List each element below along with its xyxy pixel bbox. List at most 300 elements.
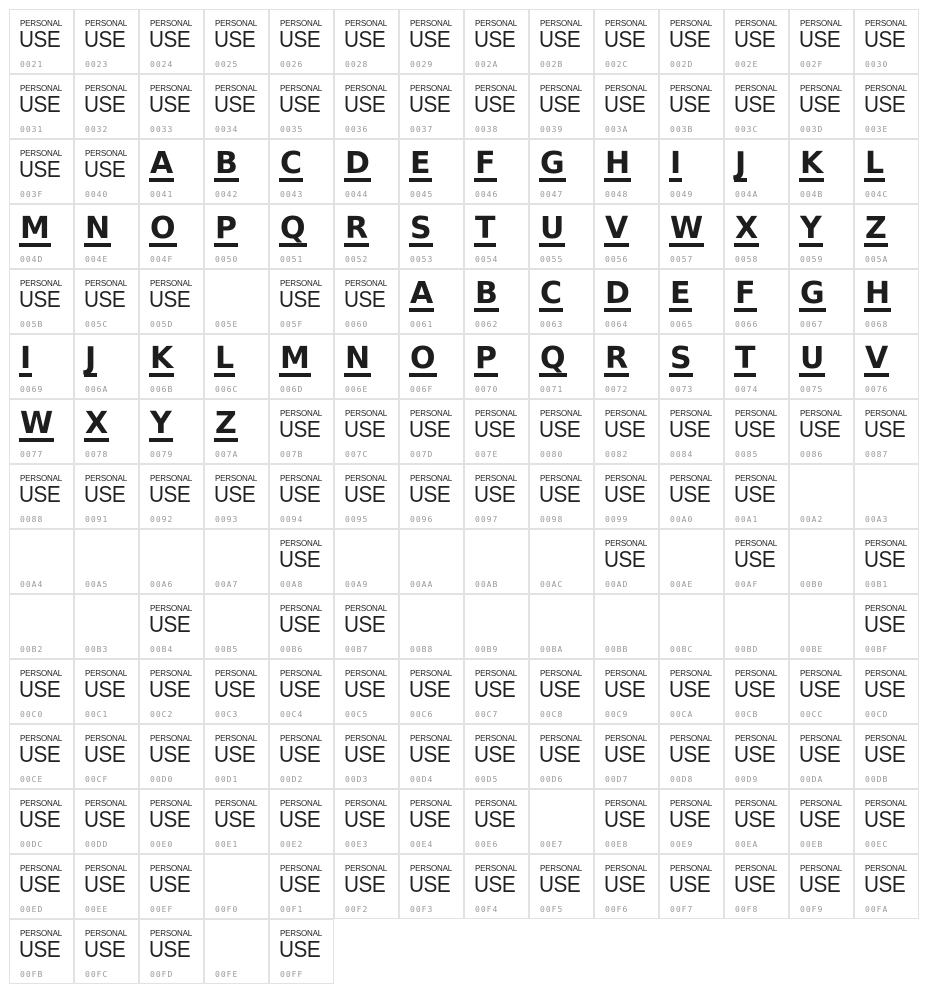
glyph-cell[interactable]	[594, 659, 659, 724]
glyph-cell[interactable]	[74, 919, 139, 984]
glyph-cell[interactable]	[334, 594, 399, 659]
glyph-cell[interactable]	[854, 139, 919, 204]
use-label: USE	[734, 546, 776, 572]
glyph-cell[interactable]	[594, 529, 659, 594]
glyph-cell[interactable]	[529, 659, 594, 724]
glyph-code: 0054	[475, 255, 499, 264]
glyph-cell[interactable]	[334, 74, 399, 139]
glyph-preview: U	[540, 211, 565, 246]
glyph-cell[interactable]	[789, 594, 854, 659]
glyph-cell[interactable]	[74, 789, 139, 854]
glyph-code: 00D1	[215, 775, 239, 784]
glyph-cell[interactable]	[334, 724, 399, 789]
glyph-cell[interactable]	[659, 204, 724, 269]
glyph-cell[interactable]	[789, 74, 854, 139]
glyph-cell[interactable]	[9, 9, 74, 74]
personal-use-label: PERSONAL	[735, 19, 777, 28]
glyph-cell[interactable]	[464, 724, 529, 789]
glyph-cell[interactable]	[139, 464, 204, 529]
glyph-cell[interactable]	[594, 139, 659, 204]
glyph-cell[interactable]	[399, 464, 464, 529]
glyph-cell[interactable]	[659, 594, 724, 659]
glyph-cell[interactable]	[464, 399, 529, 464]
glyph-code: 0091	[85, 515, 109, 524]
glyph-cell[interactable]	[789, 854, 854, 919]
glyph-preview: L	[215, 341, 235, 376]
glyph-cell[interactable]	[854, 594, 919, 659]
glyph-cell[interactable]	[854, 854, 919, 919]
use-label: USE	[279, 286, 321, 312]
glyph-cell[interactable]	[139, 919, 204, 984]
glyph-cell[interactable]	[464, 9, 529, 74]
glyph-cell[interactable]	[594, 789, 659, 854]
glyph-cell[interactable]	[9, 464, 74, 529]
glyph-cell[interactable]	[204, 204, 269, 269]
use-label: USE	[279, 676, 321, 702]
use-label: USE	[19, 481, 61, 507]
glyph-cell[interactable]	[269, 139, 334, 204]
glyph-cell[interactable]	[269, 204, 334, 269]
glyph-cell[interactable]	[74, 74, 139, 139]
glyph-cell[interactable]	[399, 139, 464, 204]
glyph-cell[interactable]	[464, 204, 529, 269]
glyph-cell[interactable]	[9, 334, 74, 399]
personal-use-label: PERSONAL	[280, 539, 322, 548]
glyph-cell[interactable]	[594, 464, 659, 529]
glyph-cell[interactable]	[269, 269, 334, 334]
glyph-code: 0043	[280, 190, 304, 199]
glyph-cell[interactable]	[204, 594, 269, 659]
glyph-cell[interactable]	[724, 334, 789, 399]
glyph-code: 004F	[150, 255, 174, 264]
glyph-code: 006F	[410, 385, 434, 394]
glyph-cell[interactable]	[529, 269, 594, 334]
glyph-cell[interactable]	[854, 464, 919, 529]
glyph-cell[interactable]	[139, 854, 204, 919]
glyph-cell[interactable]	[139, 724, 204, 789]
personal-use-label: PERSONAL	[865, 604, 907, 613]
glyph-cell[interactable]	[464, 854, 529, 919]
personal-use-label: PERSONAL	[410, 84, 452, 93]
glyph-cell[interactable]	[269, 464, 334, 529]
use-label: USE	[799, 741, 841, 767]
glyph-cell[interactable]	[529, 529, 594, 594]
glyph-cell[interactable]	[789, 9, 854, 74]
glyph-cell[interactable]	[334, 334, 399, 399]
glyph-cell[interactable]	[464, 139, 529, 204]
glyph-code: 0032	[85, 125, 109, 134]
glyph-cell[interactable]	[334, 659, 399, 724]
glyph-code: 0074	[735, 385, 759, 394]
glyph-cell[interactable]	[529, 594, 594, 659]
glyph-cell[interactable]	[9, 139, 74, 204]
glyph-cell[interactable]	[74, 334, 139, 399]
glyph-cell[interactable]	[529, 74, 594, 139]
glyph-code: 0065	[670, 320, 694, 329]
glyph-cell[interactable]	[269, 594, 334, 659]
glyph-cell[interactable]	[9, 724, 74, 789]
glyph-cell[interactable]	[269, 919, 334, 984]
use-label: USE	[799, 26, 841, 52]
glyph-code: 0058	[735, 255, 759, 264]
glyph-code: 00AE	[670, 580, 694, 589]
glyph-code: 00E1	[215, 840, 239, 849]
glyph-cell[interactable]	[204, 789, 269, 854]
glyph-code: 006B	[150, 385, 174, 394]
glyph-cell[interactable]	[464, 464, 529, 529]
use-label: USE	[539, 741, 581, 767]
glyph-cell[interactable]	[269, 399, 334, 464]
glyph-code: 0096	[410, 515, 434, 524]
glyph-cell[interactable]	[269, 9, 334, 74]
glyph-cell[interactable]	[139, 269, 204, 334]
glyph-code: 0085	[735, 450, 759, 459]
glyph-code: 0031	[20, 125, 44, 134]
glyph-cell[interactable]	[334, 529, 399, 594]
glyph-cell[interactable]	[204, 464, 269, 529]
use-label: USE	[19, 286, 61, 312]
glyph-cell[interactable]	[74, 529, 139, 594]
glyph-code: 00B1	[865, 580, 889, 589]
glyph-cell[interactable]	[139, 74, 204, 139]
glyph-cell[interactable]	[594, 204, 659, 269]
glyph-cell[interactable]	[854, 9, 919, 74]
glyph-cell[interactable]	[9, 919, 74, 984]
glyph-code: 00BD	[735, 645, 759, 654]
glyph-cell[interactable]	[659, 659, 724, 724]
glyph-cell[interactable]	[529, 399, 594, 464]
glyph-cell[interactable]	[854, 334, 919, 399]
glyph-cell[interactable]	[334, 399, 399, 464]
glyph-preview: O	[410, 341, 436, 376]
glyph-cell[interactable]	[9, 789, 74, 854]
glyph-cell[interactable]	[854, 399, 919, 464]
glyph-cell[interactable]	[399, 789, 464, 854]
use-label: USE	[344, 871, 386, 897]
glyph-cell[interactable]	[74, 204, 139, 269]
glyph-cell[interactable]	[269, 659, 334, 724]
use-label: USE	[604, 741, 646, 767]
glyph-cell[interactable]	[139, 334, 204, 399]
use-label: USE	[734, 741, 776, 767]
use-label: USE	[279, 611, 321, 637]
glyph-cell[interactable]	[529, 724, 594, 789]
glyph-cell[interactable]	[659, 9, 724, 74]
glyph-preview: S	[410, 211, 432, 246]
glyph-cell[interactable]	[529, 9, 594, 74]
glyph-cell[interactable]	[334, 204, 399, 269]
glyph-cell[interactable]	[74, 854, 139, 919]
glyph-code: 00A4	[20, 580, 44, 589]
glyph-cell[interactable]	[724, 724, 789, 789]
use-label: USE	[344, 91, 386, 117]
glyph-code: 00D5	[475, 775, 499, 784]
glyph-preview: F	[735, 276, 756, 311]
glyph-cell[interactable]	[789, 659, 854, 724]
glyph-cell[interactable]	[659, 334, 724, 399]
personal-use-label: PERSONAL	[345, 474, 387, 483]
glyph-cell[interactable]	[464, 659, 529, 724]
glyph-cell[interactable]	[9, 269, 74, 334]
glyph-cell[interactable]	[334, 139, 399, 204]
personal-use-label: PERSONAL	[85, 19, 127, 28]
glyph-cell[interactable]	[139, 594, 204, 659]
glyph-cell[interactable]	[74, 139, 139, 204]
personal-use-label: PERSONAL	[280, 734, 322, 743]
glyph-cell[interactable]	[854, 529, 919, 594]
glyph-code: 0030	[865, 60, 889, 69]
glyph-cell[interactable]	[204, 529, 269, 594]
glyph-code: 00CE	[20, 775, 44, 784]
glyph-cell[interactable]	[659, 529, 724, 594]
glyph-code: 0076	[865, 385, 889, 394]
glyph-cell[interactable]	[399, 204, 464, 269]
glyph-cell[interactable]	[399, 9, 464, 74]
glyph-cell[interactable]	[854, 789, 919, 854]
glyph-cell[interactable]	[724, 854, 789, 919]
glyph-cell[interactable]	[659, 854, 724, 919]
glyph-cell[interactable]	[399, 659, 464, 724]
use-label: USE	[19, 741, 61, 767]
personal-use-label: PERSONAL	[475, 864, 517, 873]
glyph-cell[interactable]	[854, 204, 919, 269]
glyph-grid	[9, 9, 919, 984]
glyph-cell[interactable]	[659, 269, 724, 334]
glyph-cell[interactable]	[594, 74, 659, 139]
personal-use-label: PERSONAL	[345, 84, 387, 93]
glyph-cell[interactable]	[399, 74, 464, 139]
glyph-code: 0084	[670, 450, 694, 459]
glyph-cell[interactable]	[399, 334, 464, 399]
glyph-preview: C	[280, 146, 303, 181]
glyph-cell[interactable]	[9, 399, 74, 464]
glyph-cell[interactable]	[269, 529, 334, 594]
glyph-cell[interactable]	[74, 594, 139, 659]
use-label: USE	[279, 546, 321, 572]
glyph-preview: P	[475, 341, 497, 376]
glyph-cell[interactable]	[789, 789, 854, 854]
glyph-cell[interactable]	[204, 269, 269, 334]
glyph-cell[interactable]	[269, 74, 334, 139]
glyph-cell[interactable]	[529, 789, 594, 854]
glyph-cell[interactable]	[269, 854, 334, 919]
personal-use-label: PERSONAL	[540, 734, 582, 743]
glyph-cell[interactable]	[529, 204, 594, 269]
glyph-cell[interactable]	[789, 399, 854, 464]
glyph-code: 004E	[85, 255, 109, 264]
glyph-cell[interactable]	[789, 464, 854, 529]
glyph-cell[interactable]	[269, 724, 334, 789]
glyph-cell[interactable]	[204, 919, 269, 984]
glyph-cell[interactable]	[789, 139, 854, 204]
glyph-code: 00CD	[865, 710, 889, 719]
glyph-cell[interactable]	[334, 9, 399, 74]
glyph-code: 0079	[150, 450, 174, 459]
glyph-cell[interactable]	[594, 9, 659, 74]
glyph-cell[interactable]	[204, 659, 269, 724]
personal-use-label: PERSONAL	[85, 474, 127, 483]
glyph-cell[interactable]	[594, 594, 659, 659]
glyph-cell[interactable]	[724, 269, 789, 334]
glyph-cell[interactable]	[399, 399, 464, 464]
glyph-cell[interactable]	[724, 9, 789, 74]
glyph-cell[interactable]	[204, 334, 269, 399]
glyph-cell[interactable]	[334, 269, 399, 334]
glyph-preview: R	[345, 211, 369, 246]
use-label: USE	[604, 91, 646, 117]
personal-use-label: PERSONAL	[410, 19, 452, 28]
use-label: USE	[409, 676, 451, 702]
glyph-cell[interactable]	[9, 529, 74, 594]
glyph-cell[interactable]	[724, 74, 789, 139]
glyph-cell[interactable]	[399, 269, 464, 334]
personal-use-label: PERSONAL	[475, 409, 517, 418]
glyph-cell[interactable]	[724, 594, 789, 659]
glyph-cell[interactable]	[204, 854, 269, 919]
glyph-cell[interactable]	[724, 399, 789, 464]
glyph-cell[interactable]	[399, 724, 464, 789]
glyph-cell[interactable]	[74, 724, 139, 789]
glyph-cell[interactable]	[204, 139, 269, 204]
glyph-cell[interactable]	[594, 854, 659, 919]
glyph-cell[interactable]	[594, 334, 659, 399]
glyph-cell[interactable]	[399, 529, 464, 594]
glyph-cell[interactable]	[334, 854, 399, 919]
glyph-preview: A	[150, 146, 174, 181]
glyph-cell[interactable]	[204, 74, 269, 139]
glyph-cell[interactable]	[9, 854, 74, 919]
glyph-code: 0063	[540, 320, 564, 329]
glyph-code: 00E0	[150, 840, 174, 849]
personal-use-label: PERSONAL	[540, 474, 582, 483]
glyph-cell[interactable]	[464, 594, 529, 659]
glyph-cell[interactable]	[464, 529, 529, 594]
glyph-cell[interactable]	[399, 594, 464, 659]
use-label: USE	[734, 26, 776, 52]
glyph-cell[interactable]	[659, 74, 724, 139]
use-label: USE	[409, 806, 451, 832]
glyph-code: 00BB	[605, 645, 629, 654]
glyph-cell[interactable]	[724, 529, 789, 594]
glyph-cell[interactable]	[464, 269, 529, 334]
use-label: USE	[474, 741, 516, 767]
glyph-cell[interactable]	[334, 464, 399, 529]
glyph-cell[interactable]	[659, 464, 724, 529]
glyph-cell[interactable]	[724, 204, 789, 269]
glyph-cell[interactable]	[854, 659, 919, 724]
glyph-cell[interactable]	[139, 659, 204, 724]
glyph-cell[interactable]	[204, 9, 269, 74]
use-label: USE	[864, 91, 906, 117]
glyph-cell[interactable]	[854, 74, 919, 139]
glyph-code: 0071	[540, 385, 564, 394]
personal-use-label: PERSONAL	[605, 669, 647, 678]
glyph-cell[interactable]	[659, 724, 724, 789]
glyph-cell[interactable]	[204, 399, 269, 464]
glyph-cell[interactable]	[529, 854, 594, 919]
glyph-cell[interactable]	[659, 399, 724, 464]
glyph-cell[interactable]	[464, 334, 529, 399]
glyph-code: 007D	[410, 450, 434, 459]
glyph-cell[interactable]	[789, 529, 854, 594]
personal-use-label: PERSONAL	[670, 84, 712, 93]
glyph-cell[interactable]	[594, 724, 659, 789]
glyph-cell[interactable]	[139, 204, 204, 269]
glyph-cell[interactable]	[659, 139, 724, 204]
personal-use-label: PERSONAL	[345, 409, 387, 418]
glyph-cell[interactable]	[724, 789, 789, 854]
glyph-cell[interactable]	[9, 74, 74, 139]
glyph-cell[interactable]	[724, 659, 789, 724]
glyph-code: 00CB	[735, 710, 759, 719]
glyph-cell[interactable]	[789, 269, 854, 334]
glyph-code: 0024	[150, 60, 174, 69]
glyph-cell[interactable]	[854, 724, 919, 789]
glyph-cell[interactable]	[789, 724, 854, 789]
glyph-cell[interactable]	[74, 9, 139, 74]
glyph-cell[interactable]	[74, 399, 139, 464]
glyph-cell[interactable]	[74, 464, 139, 529]
glyph-code: 00B8	[410, 645, 434, 654]
personal-use-label: PERSONAL	[670, 409, 712, 418]
glyph-cell[interactable]	[724, 139, 789, 204]
glyph-cell[interactable]	[529, 464, 594, 529]
personal-use-label: PERSONAL	[410, 474, 452, 483]
glyph-cell[interactable]	[9, 659, 74, 724]
glyph-cell[interactable]	[74, 659, 139, 724]
glyph-cell[interactable]	[529, 334, 594, 399]
glyph-cell[interactable]	[464, 74, 529, 139]
glyph-cell[interactable]	[724, 464, 789, 529]
glyph-cell[interactable]	[464, 789, 529, 854]
glyph-cell[interactable]	[594, 269, 659, 334]
glyph-code: 007A	[215, 450, 239, 459]
glyph-cell[interactable]	[139, 9, 204, 74]
glyph-cell[interactable]	[269, 334, 334, 399]
glyph-code: 0070	[475, 385, 499, 394]
glyph-code: 0045	[410, 190, 434, 199]
glyph-cell[interactable]	[594, 399, 659, 464]
use-label: USE	[84, 806, 126, 832]
glyph-cell[interactable]	[9, 204, 74, 269]
personal-use-label: PERSONAL	[670, 474, 712, 483]
personal-use-label: PERSONAL	[280, 84, 322, 93]
glyph-cell[interactable]	[204, 724, 269, 789]
glyph-cell[interactable]	[399, 854, 464, 919]
personal-use-label: PERSONAL	[215, 799, 257, 808]
personal-use-label: PERSONAL	[150, 669, 192, 678]
glyph-cell[interactable]	[74, 269, 139, 334]
glyph-cell[interactable]	[9, 594, 74, 659]
glyph-cell[interactable]	[789, 334, 854, 399]
glyph-preview: T	[735, 341, 756, 376]
personal-use-label: PERSONAL	[800, 409, 842, 418]
glyph-cell[interactable]	[139, 529, 204, 594]
glyph-cell[interactable]	[269, 789, 334, 854]
glyph-cell[interactable]	[139, 789, 204, 854]
glyph-cell[interactable]	[139, 399, 204, 464]
glyph-cell[interactable]	[659, 789, 724, 854]
glyph-code: 005D	[150, 320, 174, 329]
glyph-cell[interactable]	[529, 139, 594, 204]
glyph-code: 0037	[410, 125, 434, 134]
glyph-cell[interactable]	[334, 789, 399, 854]
personal-use-label: PERSONAL	[670, 734, 712, 743]
glyph-code: 00F1	[280, 905, 304, 914]
glyph-cell[interactable]	[854, 269, 919, 334]
glyph-cell[interactable]	[789, 204, 854, 269]
glyph-cell[interactable]	[139, 139, 204, 204]
